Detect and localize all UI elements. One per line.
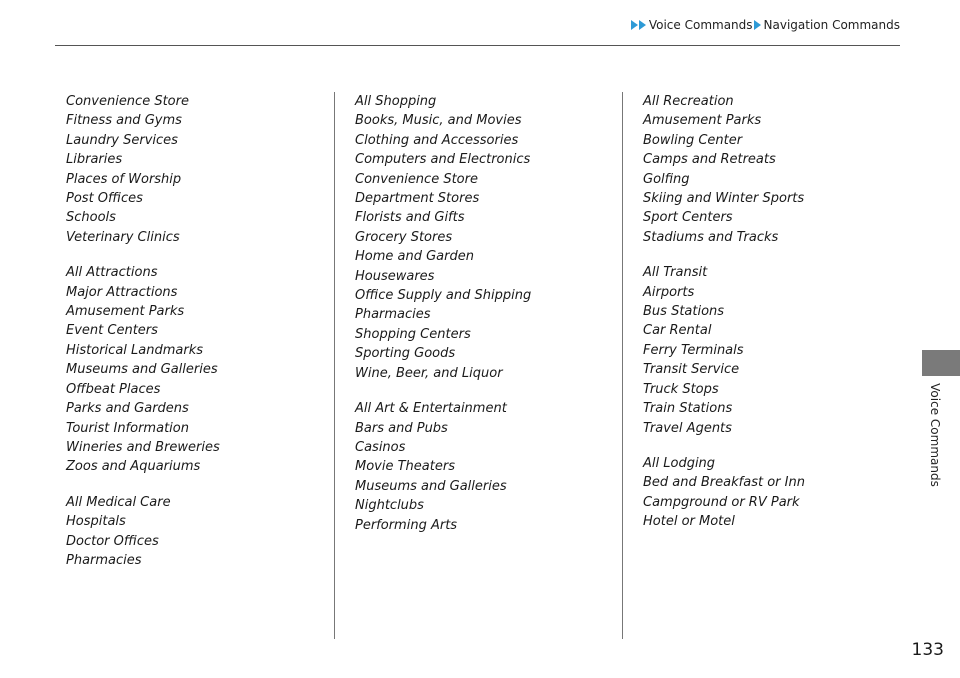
command-item: Schools bbox=[66, 210, 116, 226]
command-item: Parks and Gardens bbox=[66, 401, 189, 417]
command-item: Wineries and Breweries bbox=[66, 439, 220, 455]
command-item: Bus Stations bbox=[643, 304, 725, 320]
column-3 bbox=[643, 92, 805, 548]
command-item: Nightclubs bbox=[355, 498, 424, 514]
command-group bbox=[643, 454, 805, 532]
command-item: Sport Centers bbox=[643, 210, 733, 226]
command-item: Pharmacies bbox=[355, 307, 431, 323]
command-item: All Medical Care bbox=[66, 494, 171, 510]
header-divider bbox=[55, 45, 900, 46]
command-item: Skiing and Winter Sports bbox=[643, 191, 805, 207]
command-item: Golfing bbox=[643, 171, 690, 187]
command-item: Bowling Center bbox=[643, 132, 743, 148]
command-item: Performing Arts bbox=[355, 517, 458, 533]
command-item: Event Centers bbox=[66, 323, 158, 339]
command-group bbox=[66, 493, 220, 571]
column-1 bbox=[66, 92, 220, 586]
command-group bbox=[66, 92, 220, 247]
command-item: All Attractions bbox=[66, 265, 158, 281]
column-2 bbox=[355, 92, 531, 551]
command-item: Amusement Parks bbox=[66, 304, 185, 320]
command-item: Wine, Beer, and Liquor bbox=[355, 365, 503, 381]
page-number: 133 bbox=[911, 640, 944, 660]
command-item: Museums and Galleries bbox=[355, 478, 507, 494]
command-item: All Recreation bbox=[643, 94, 734, 109]
command-item: Zoos and Aquariums bbox=[66, 459, 201, 475]
command-group bbox=[355, 399, 531, 535]
breadcrumb-item-navigation-commands[interactable]: Navigation Commands bbox=[763, 18, 900, 32]
command-item: Car Rental bbox=[643, 323, 712, 339]
command-item: Libraries bbox=[66, 152, 123, 168]
command-item: Train Stations bbox=[643, 401, 733, 417]
command-item: Historical Landmarks bbox=[66, 342, 204, 358]
command-item: Clothing and Accessories bbox=[355, 132, 519, 148]
double-arrow-icon bbox=[631, 20, 647, 30]
command-item: All Transit bbox=[643, 265, 708, 281]
command-item: Amusement Parks bbox=[643, 113, 762, 129]
command-item: Florists and Gifts bbox=[355, 210, 465, 226]
command-item: Sporting Goods bbox=[355, 346, 456, 362]
command-item: Ferry Terminals bbox=[643, 342, 744, 358]
command-item: Major Attractions bbox=[66, 284, 178, 300]
command-item: Home and Garden bbox=[355, 249, 474, 265]
command-item: Transit Service bbox=[643, 362, 740, 378]
command-item: Truck Stops bbox=[643, 381, 719, 397]
command-item: Movie Theaters bbox=[355, 459, 455, 475]
command-item: Casinos bbox=[355, 439, 406, 455]
command-item: Laundry Services bbox=[66, 132, 178, 148]
command-item: Stadiums and Tracks bbox=[643, 229, 779, 245]
command-item: Doctor Offices bbox=[66, 533, 159, 549]
command-group bbox=[643, 263, 805, 438]
command-item: Fitness and Gyms bbox=[66, 113, 182, 129]
command-item: All Lodging bbox=[643, 455, 716, 471]
command-group bbox=[355, 92, 531, 383]
column-divider bbox=[334, 92, 335, 639]
command-item: All Art & Entertainment bbox=[355, 401, 507, 417]
command-item: Airports bbox=[643, 284, 695, 300]
command-item: Computers and Electronics bbox=[355, 152, 531, 168]
command-item: Camps and Retreats bbox=[643, 152, 776, 168]
command-item: Convenience Store bbox=[66, 94, 189, 109]
column-divider bbox=[622, 92, 623, 639]
command-group bbox=[643, 92, 805, 247]
command-item: Books, Music, and Movies bbox=[355, 113, 522, 129]
command-item: Convenience Store bbox=[355, 171, 478, 187]
command-item: Veterinary Clinics bbox=[66, 229, 180, 245]
command-item: Department Stores bbox=[355, 191, 480, 207]
section-label bbox=[925, 380, 945, 490]
section-label-text: Voice Commands bbox=[928, 383, 942, 487]
command-item: Grocery Stores bbox=[355, 229, 453, 245]
section-tab[interactable] bbox=[922, 350, 960, 376]
command-item: Bed and Breakfast or Inn bbox=[643, 475, 805, 491]
breadcrumb-item-voice-commands[interactable]: Voice Commands bbox=[648, 18, 753, 32]
command-item: Offbeat Places bbox=[66, 381, 161, 397]
command-item: Post Offices bbox=[66, 191, 143, 207]
breadcrumb bbox=[631, 18, 900, 32]
command-item: Places of Worship bbox=[66, 171, 182, 187]
command-item: Bars and Pubs bbox=[355, 420, 448, 436]
command-item: Museums and Galleries bbox=[66, 362, 218, 378]
command-item: Pharmacies bbox=[66, 552, 142, 568]
command-item: Shopping Centers bbox=[355, 326, 471, 342]
command-item: Campground or RV Park bbox=[643, 494, 800, 510]
command-item: All Shopping bbox=[355, 94, 437, 109]
command-group bbox=[66, 263, 220, 476]
command-item: Tourist Information bbox=[66, 420, 189, 436]
command-item: Office Supply and Shipping bbox=[355, 288, 532, 304]
command-item: Hospitals bbox=[66, 514, 126, 530]
command-item: Hotel or Motel bbox=[643, 514, 735, 530]
arrow-icon bbox=[754, 20, 762, 30]
command-item: Housewares bbox=[355, 268, 435, 284]
command-item: Travel Agents bbox=[643, 420, 732, 436]
